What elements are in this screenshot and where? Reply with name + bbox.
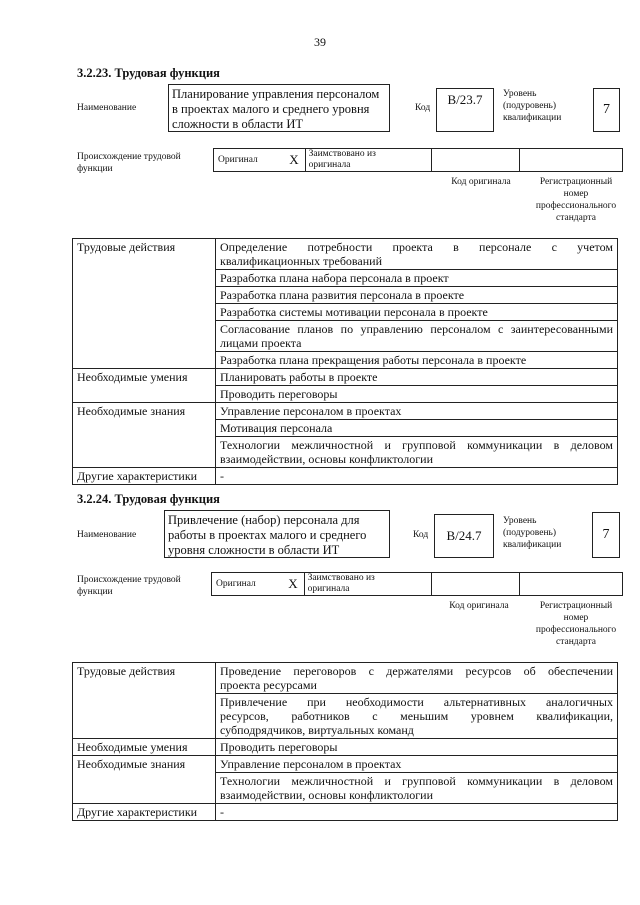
table-row	[73, 369, 618, 386]
section-title: 3.2.24. Трудовая функция	[77, 492, 220, 506]
function-name-line: Привлечение (набор) персонала для	[168, 513, 360, 527]
row-value: Управление персоналом в проектах	[216, 403, 618, 420]
function-name-line: сложности в области ИТ	[172, 117, 304, 131]
row-label: Трудовые действия	[73, 663, 216, 739]
reg-number-caption	[526, 600, 626, 648]
row-value: Планировать работы в проекте	[216, 369, 618, 386]
level-box	[592, 512, 620, 558]
row-label: Необходимые знания	[73, 756, 216, 804]
origin-label-line: функции	[77, 587, 113, 597]
level-label-line: (подуровень)	[503, 101, 557, 111]
row-value: Технологии межличностной и групповой коммуникации в деловом взаимодействии, основы конфликтологии	[216, 773, 618, 804]
original-mark: X	[289, 152, 299, 167]
row-value: Проводить переговоры	[216, 739, 618, 756]
original-label: Оригинал	[218, 155, 258, 165]
code-label: Код	[415, 103, 431, 113]
origin-table	[213, 148, 623, 172]
borrowed-label-line: Заимствовано из	[308, 149, 376, 159]
function-name-line: Планирование управления персоналом	[172, 87, 380, 101]
level-label-line: Уровень	[503, 516, 537, 526]
code-value: B/23.7	[447, 92, 483, 107]
code-original-cell	[432, 573, 520, 595]
reg-number-cell	[520, 573, 622, 595]
borrowed-label-line: оригинала	[307, 584, 350, 594]
function-name-line: в проектах малого и среднего уровня	[172, 102, 370, 116]
origin-label-line: Происхождение трудовой	[77, 575, 181, 585]
function-details-table	[72, 662, 618, 821]
name-label: Наименование	[77, 530, 137, 540]
table-row	[73, 403, 618, 420]
reg-number-caption	[526, 176, 626, 224]
reg-caption-line: номер	[563, 189, 589, 199]
code-box	[436, 88, 494, 132]
name-label: Наименование	[77, 103, 137, 113]
table-row	[73, 739, 618, 756]
row-value: Привлечение при необходимости альтернативных аналогичных ресурсов, работников с меньшим уровнем квалификации, субподрядчиков, виртуальных команд	[216, 694, 618, 739]
origin-label	[77, 574, 181, 598]
code-original-caption: Код оригинала	[449, 601, 509, 611]
reg-caption-line: Регистрационный	[539, 177, 613, 187]
row-value: Определение потребности проекта в персонале с учетом квалификационных требований	[216, 239, 618, 270]
section-title: 3.2.23. Трудовая функция	[77, 66, 220, 80]
table-row	[73, 663, 618, 694]
reg-caption-line: Регистрационный	[539, 601, 613, 611]
function-name-box	[164, 510, 390, 558]
row-value: Проводить переговоры	[216, 386, 618, 403]
row-label: Необходимые знания	[73, 403, 216, 468]
origin-label-line: функции	[77, 164, 113, 174]
row-value: -	[216, 804, 618, 821]
level-value: 7	[602, 527, 610, 542]
function-details-table	[72, 238, 618, 485]
code-label: Код	[413, 530, 429, 540]
function-name-line: уровня сложности в области ИТ	[168, 543, 340, 557]
row-value: Разработка системы мотивации персонала в проекте	[216, 304, 618, 321]
code-original-caption: Код оригинала	[451, 177, 511, 187]
row-value: Технологии межличностной и групповой коммуникации в деловом взаимодействии, основы конфликтологии	[216, 437, 618, 468]
table-row	[73, 756, 618, 773]
code-box	[434, 514, 494, 558]
row-label: Трудовые действия	[73, 239, 216, 369]
row-label: Необходимые умения	[73, 369, 216, 403]
level-label	[503, 88, 561, 124]
row-label: Другие характеристики	[73, 804, 216, 821]
original-label: Оригинал	[216, 579, 256, 589]
level-label	[503, 515, 561, 551]
original-cell	[214, 149, 306, 171]
origin-table	[211, 572, 623, 596]
reg-number-cell	[520, 149, 622, 171]
table-row	[73, 804, 618, 821]
row-value: Мотивация персонала	[216, 420, 618, 437]
level-label-line: (подуровень)	[503, 528, 557, 538]
reg-caption-line: профессионального	[535, 625, 617, 635]
level-label-line: квалификации	[503, 540, 562, 550]
row-value: Разработка плана прекращения работы персонала в проекте	[216, 352, 618, 369]
row-value: Управление персоналом в проектах	[216, 756, 618, 773]
origin-label	[77, 151, 181, 175]
row-value: Проведение переговоров с держателями ресурсов об обеспечении проекта ресурсами	[216, 663, 618, 694]
row-label: Необходимые умения	[73, 739, 216, 756]
borrowed-cell	[306, 149, 432, 171]
borrowed-cell	[305, 573, 432, 595]
table-row	[73, 239, 618, 270]
row-value: -	[216, 468, 618, 485]
reg-caption-line: номер	[563, 613, 589, 623]
code-original-cell	[432, 149, 520, 171]
borrowed-label-line: оригинала	[308, 160, 351, 170]
page-number: 39	[314, 35, 326, 49]
function-name-line: работы в проектах малого и среднего	[168, 528, 367, 542]
original-mark: X	[288, 576, 298, 591]
row-label: Другие характеристики	[73, 468, 216, 485]
level-label-line: квалификации	[503, 113, 562, 123]
reg-caption-line: стандарта	[556, 213, 596, 223]
reg-caption-line: профессионального	[535, 201, 617, 211]
borrowed-label-line: Заимствовано из	[307, 573, 375, 583]
table-row	[73, 468, 618, 485]
level-box	[593, 88, 620, 132]
code-value: B/24.7	[446, 528, 482, 543]
original-cell	[212, 573, 305, 595]
level-label-line: Уровень	[503, 89, 537, 99]
origin-label-line: Происхождение трудовой	[77, 152, 181, 162]
row-value: Разработка плана набора персонала в проект	[216, 270, 618, 287]
row-value: Разработка плана развития персонала в проекте	[216, 287, 618, 304]
row-value: Согласование планов по управлению персоналом с заинтересованными лицами проекта	[216, 321, 618, 352]
reg-caption-line: стандарта	[556, 637, 596, 647]
function-name-box	[168, 84, 390, 132]
level-value: 7	[603, 102, 610, 117]
